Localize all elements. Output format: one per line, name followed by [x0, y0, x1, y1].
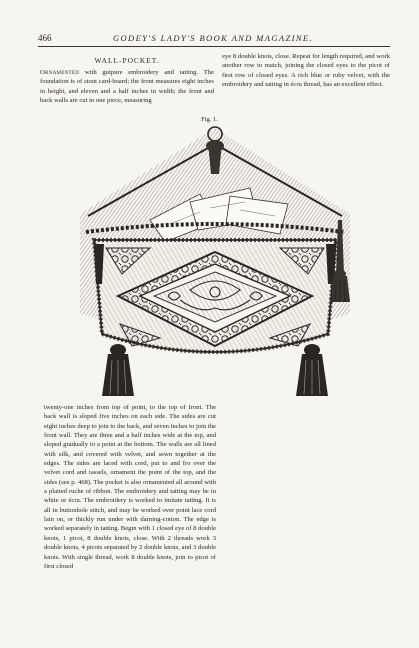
- page-number: 466: [38, 33, 52, 43]
- figure-label: Fig. 1.: [201, 116, 218, 123]
- journal-title: GODEY'S LADY'S BOOK AND MAGAZINE.: [112, 33, 314, 43]
- running-head: [38, 33, 388, 45]
- intro-paragraph: [40, 68, 214, 105]
- right-column-top: [222, 52, 390, 89]
- tatting-instructions-end: eye 8 double knots, close. Repeat for length required, and work another row to match, joining the closed eyes to the picot of first row of closed eyes. A rich blue or ruby velvet, with the embroidery and tatting in écru thread, has an excellent effect.: [222, 53, 390, 89]
- left-column-bottom: [44, 403, 216, 571]
- article-title: WALL-POCKET.: [94, 56, 160, 65]
- construction-instructions: twenty-one inches from top of point, to the top of front. The back wall is sloped five inches on each side. The sides are cut eight inches deep to join to the back, and seven inches to join the front wall. They are three and a half inches wide at the top, and sloped gradually to a point at the bottom. The walls are all lined with silk, and covered with velvet, and sewn together at the edges. The sides are laced with cord, put to and fro over the velvet cord and tassels, ornament the point of the top, and the sides (see p. 468). The pocket is also ornamented all around with a plaited ruche of ribbon. The embroidery and tatting may be in white or écru. The embroidery is worked to imitate tatting. It is all in buttonhole stitch, and may be worked over point lace cord lain on, or thickly run under with darning-cotton. The edge is worked separately in tatting. Begin with 1 closed eye of 8 double knots, 1 picot, 8 double knots, close. With 2 threads work 3 double knots, 4 picots separated by 2 double knots, and 3 double knots. With single thread, work 8 double knots, join to picot of first closed: [44, 404, 216, 570]
- left-column-top: [40, 56, 214, 105]
- lead-word: Ornamented: [40, 69, 80, 76]
- intro-text: with guipure embroidery and tatting. The foundation is of stout card-board; the front measures eight inches in height, and eleven and a half inches in width; the front and back walls are cut in one piece, measuring: [40, 69, 214, 105]
- wall-pocket-engraving: [80, 124, 350, 400]
- header-rule: [38, 46, 390, 47]
